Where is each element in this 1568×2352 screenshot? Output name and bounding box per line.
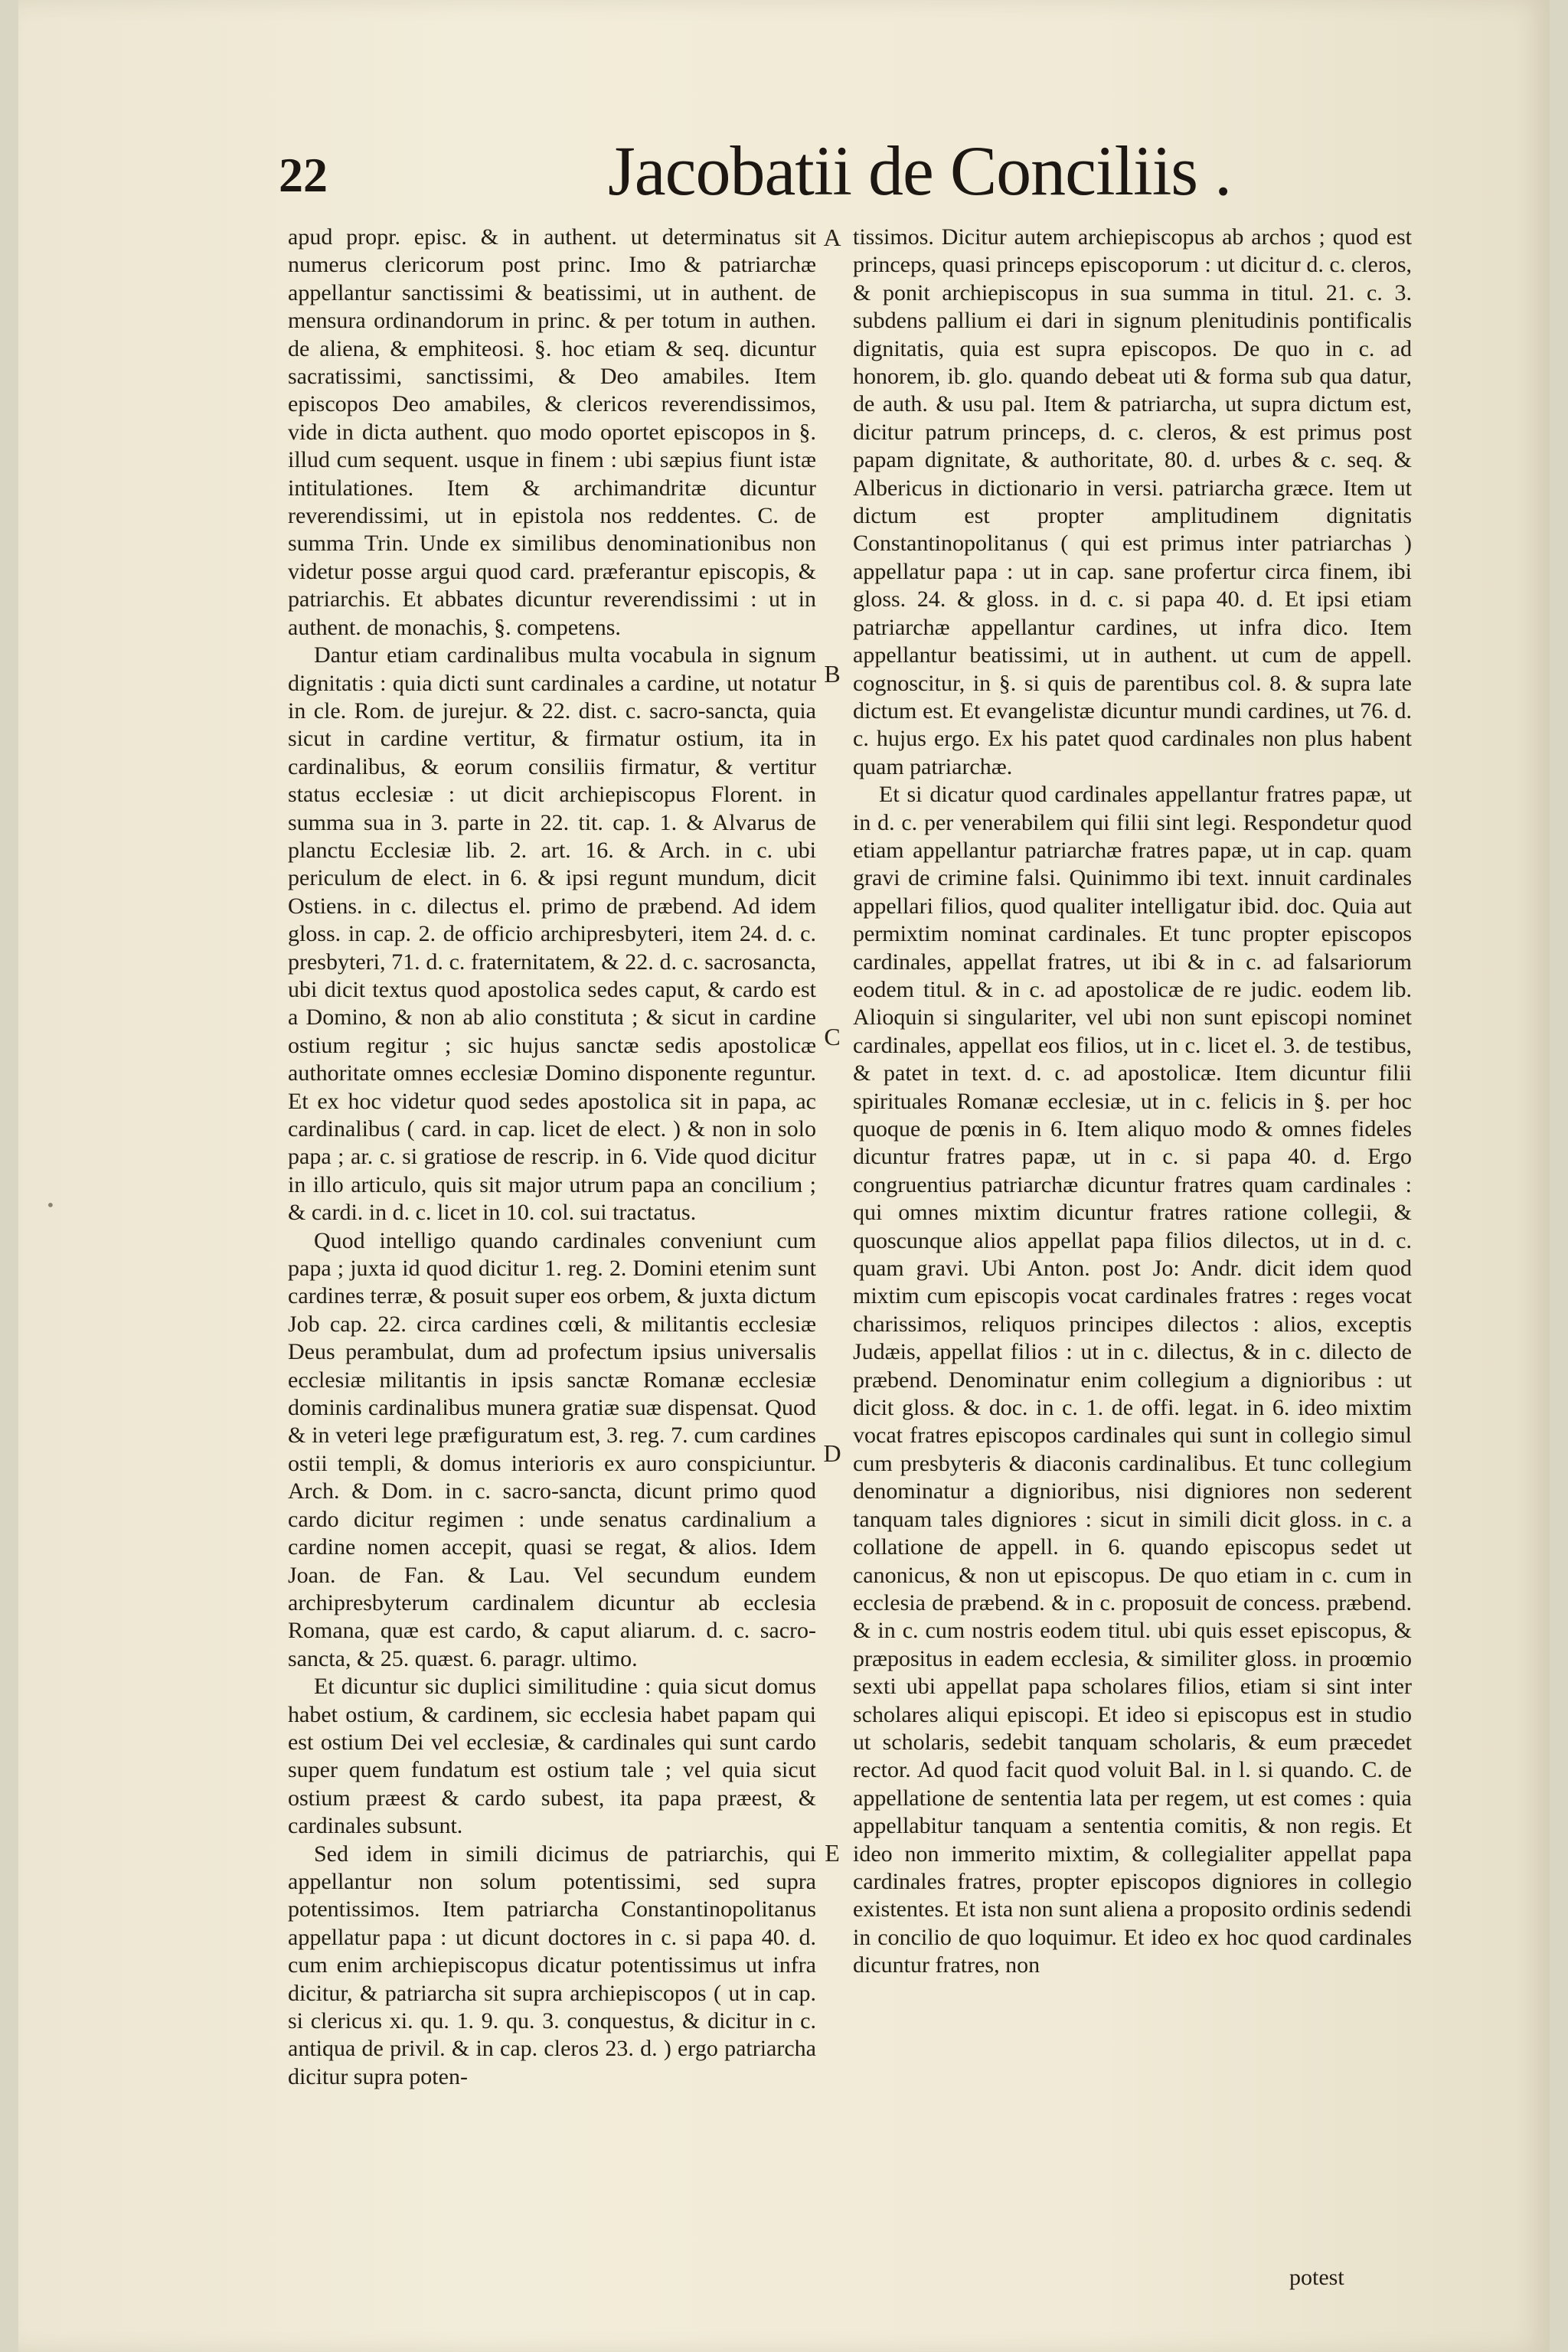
- margin-letter-b: B: [824, 660, 841, 688]
- book-page: [18, 0, 1550, 2352]
- ink-spot-icon: •: [46, 1196, 55, 1214]
- right-column: [853, 224, 1412, 2260]
- paragraph: Et si dicatur quod cardinales appellantur fratres papæ, ut in d. c. per venerabilem qui filii sint legi. Respondetur quod etiam appellantur patriarchæ fratres papæ, ut in cap. quam gravi de crimine falsi. Quinimmo ibi text. innuit cardinales appellari filios, quod qualiter intelligatur ibid. doc. Quia aut permixtim nominat cardinales. Et tunc propter episcopos cardinales, appellat fratres, ut ibi & in c. ad falsariorum eodem titul. & in c. ad apostolicæ de re judic. eodem lib. Alioquin si singulariter, vel ubi non sunt episcopi nominet cardinales, appellat eos filios, ut in c. licet el. 3. de testibus, & patet in text. d. c. ad apostolicæ. Item dicuntur filii spirituales Romanæ ecclesiæ, ut in c. felicis in §. per hoc quoque de pœnis in 6. Item aliquo modo & omnes fideles dicuntur fratres papæ, ut in c. si papa 40. d. Ergo congruentius patriarchæ dicuntur fratres quam cardinales : qui omnes mixtim dicuntur fratres ratione collegii, & quoscunque alios appellat papa filios dilectos, ut in d. c. quam gravi. Ubi Anton. post Jo: Andr. dicit idem quod mixtim cum episcopis vocat cardinales fratres : reges vocat charissimos, reliquos principes dilectos : alios, exceptis Judæis, appellat filios : ut in c. dilectus, & in c. dilecto de præbend. Denominatur enim collegium a dignioribus : ut dicit gloss. & doc. in c. 1. de offi. legat. in 6. ideo mixtim vocat fratres episcopos cardinales qui sunt in collegio simul cum presbyteris & diaconis cardinalibus. Et tunc collegium denominatur a dignioribus, nisi digniores non sederent tanquam tales digniores : sicut in simili dicit gloss. in c. a collatione de appell. in 6. quando episcopus sedet ut canonicus, & non ut episcopus. De quo etiam in c. cum in ecclesia de præbend. & in c. proposuit de concess. præbend. & in c. cum nostris eodem titul. ubi quis esset episcopus, & præpositus in eadem ecclesia, & similiter gloss. in proœmio sexti ubi appellat papa scholares filios, etiam si sint inter scholares aliqui episcopi. Et ideo si episcopus est in studio ut scholaris, sedebit tanquam scholaris, & eum præcedet rector. Ad quod facit quod voluit Bal. in l. si quando. C. de appellatione de sententia lata per regem, ut est comes : quia appellabitur tanquam a sententia comitis, & non regis. Et ideo non immerito mixtim, & collegialiter appellat papa cardinales fratres, propter episcopos digniores in collegio existentes. Et ista non sunt aliena a proposito ordinis sedendi in concilio de quo loquimur. Et ideo ex hoc quod cardinales dicuntur fratres, non: [853, 782, 1412, 1978]
- paragraph: Sed idem in simili dicimus de patriarchis, qui appellantur non solum potentissimi, sed supra potentissimos. Item patriarcha Constantinopolitanus appellatur papa : ut dicunt doctores in c. si papa 40. d. cum enim archiepiscopus dicatur potentissimus ut infra dicitur, & patriarcha sit supra archiepiscopos ( ut in cap. si clericus xi. qu. 1. 9. qu. 3. conquestus, & dicitur in c. antiqua de privil. & in cap. cleros 23. d. ) ergo patriarcha dicitur supra poten-: [288, 1841, 816, 2089]
- page-number: 22: [279, 148, 328, 202]
- running-title: Jacobatii de Conciliis .: [608, 132, 1232, 210]
- margin-letter-e: E: [825, 1839, 840, 1867]
- paragraph: Et dicuntur sic duplici similitudine : quia sicut domus habet ostium, & cardinem, sic ecclesia habet papam qui est ostium Dei vel ecclesiæ, & cardinales qui sunt cardo super quem fundatum est ostium tale ; vel quia sicut ostium præest & cardo subest, ita papa præest, & cardinales subsunt.: [288, 1674, 816, 1839]
- paragraph: apud propr. episc. & in authent. ut determinatus sit numerus clericorum post princ. Imo & patriarchæ appellantur sanctissimi & beatissimi, ut in authent. de mensura ordinandorum in princ. & per totum in authen. de aliena, & emphiteosi. §. hoc etiam & seq. dicuntur sacratissimi, sanctissimi, & Deo amabiles. Item episcopos Deo amabiles, & clericos reverendissimos, vide in dicta authent. quo modo oportet episcopos in §. illud cum sequent. usque in finem : ubi sæpius fiunt istæ intitulationes. Item & archimandritæ dicuntur reverendissimi, ut in epistola nos reddentes. C. de summa Trin. Unde ex similibus denominationibus non videtur posse argui quod card. præferantur episcopis, & patriarchis. Et abbates dicuntur reverendissimi : ut in authent. de monachis, §. competens.: [288, 224, 816, 640]
- margin-letter-c: C: [824, 1023, 841, 1050]
- paragraph: tissimos. Dicitur autem archiepiscopus ab archos ; quod est princeps, quasi princeps episcoporum : ut dicitur d. c. cleros, & ponit archiepiscopus in sua summa in titul. 21. c. 3. subdens pallium ei dari in signum plenitudinis pontificalis dignitatis, quia est supra episcopos. De quo in c. ad honorem, ib. glo. quando debeat uti & forma sub qua datur, de auth. & usu pal. Item & patriarcha, ut supra dictum est, dicitur patrum princeps, d. c. cleros, & est primus post papam dignitate, & authoritate, 80. d. urbes & c. seq. & Albericus in dictionario in versi. patriarcha græce. Item ut dictum est propter amplitudinem dignitatis Constantinopolitanus ( qui est primus inter patriarchas ) appellatur papa : ut in cap. sane profertur circa finem, ibi gloss. 24. & gloss. in d. c. si papa 40. d. Et ipsi etiam patriarchæ appellantur cardines, ut infra dico. Item appellantur beatissimi, ut in authent. ut cum de appell. cognoscitur, in §. si quis de parentibus col. 8. & supra late dictum est. Et evangelistæ dicuntur mundi cardines, ut 76. d. c. hujus ergo. Ex his patet quod cardinales non plus habent quam patriarchæ.: [853, 224, 1412, 779]
- paragraph: Dantur etiam cardinalibus multa vocabula in signum dignitatis : quia dicti sunt cardinales a cardine, ut notatur in cle. Rom. de jurejur. & 22. dist. c. sacro-sancta, quia sicut in cardine vertitur, & firmatur ostium, ita in cardinalibus, & eorum consiliis firmatur, & vertitur status ecclesiæ : ut dicit archiepiscopus Florent. in summa sua in 3. parte in 22. tit. cap. 1. & Alvarus de planctu Ecclesiæ lib. 2. art. 16. & Arch. in c. ubi periculum de elect. in 6. & ipsi regunt mundum, dicit Ostiens. in c. dilectus el. primo de præbend. Ad idem gloss. in cap. 2. de officio archipresbyteri, item 24. d. c. presbyteri, 71. d. c. fraternitatem, & 22. d. c. sacrosancta, ubi dicit textus quod apostolica sedes caput, & cardo est a Domino, & non ab alio constituta ; & sicut in cardine ostium regitur ; sic hujus sanctæ sedis apostolicæ authoritate omnes ecclesiæ Domino disponente reguntur. Et ex hoc videtur quod sedes apostolica sit in papa, ac cardinalibus ( card. in cap. licet de elect. ) & non in solo papa ; ar. c. si gratiose de rescrip. in 6. Vide quod dicitur in illo articulo, quis sit major utrum papa an concilium ; & cardi. in d. c. licet in 10. col. sui tractatus.: [288, 642, 816, 1226]
- margin-letter-d: D: [823, 1439, 841, 1467]
- page-header: [279, 130, 1236, 230]
- margin-letter-a: A: [823, 224, 841, 251]
- catchword: potest: [1289, 2265, 1344, 2290]
- left-column: [288, 224, 816, 2260]
- paragraph: Quod intelligo quando cardinales conveniunt cum papa ; juxta id quod dicitur 1. reg. 2. Domini etenim sunt cardines terræ, & posuit super eos orbem, & juxta dictum Job cap. 22. circa cardines cœli, & militantis ecclesiæ Deus perambulat, dum ad profectum ipsius universalis ecclesiæ militantis in ipsis sanctæ Romanæ ecclesiæ dominis cardinalibus munera gratiæ suæ dispensat. Quod & in veteri lege præfiguratum est, 3. reg. 7. cum cardines ostii templi, & domus interioris ex auro conspiciuntur. Arch. & Dom. in c. sacro-sancta, dicunt primo quod cardo dicitur regimen : unde senatus cardinalium a cardine nomen accepit, quasi se regat, & alios. Idem Joan. de Fan. & Lau. Vel secundum eundem archipresbyterum cardinalem dicuntur ab ecclesia Romana, quæ est cardo, & caput aliarum. d. c. sacro-sancta, & 25. quæst. 6. paragr. ultimo.: [288, 1227, 816, 1671]
